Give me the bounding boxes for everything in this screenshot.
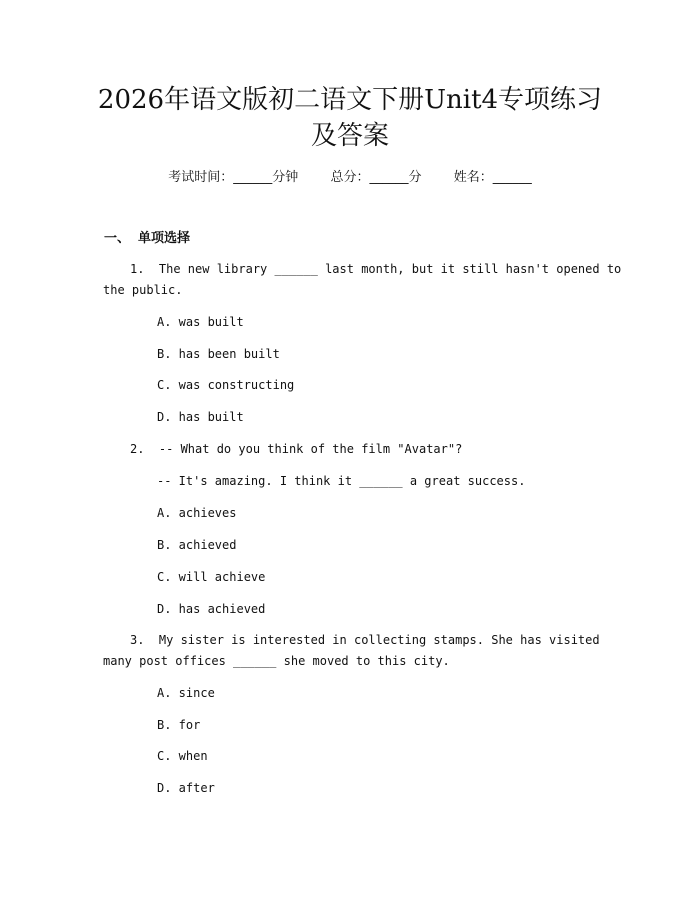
question-2-option-d: D. has achieved [157, 602, 266, 616]
question-2-text-line-1: 2. -- What do you think of the film "Avatar"? [130, 442, 463, 456]
question-1-option-a: A. was built [157, 315, 244, 329]
question-3-option-a: A. since [157, 686, 215, 700]
question-2-option-c: C. will achieve [157, 570, 266, 584]
section-number: 一、 [104, 231, 131, 246]
question-3-text-line-1: 3. My sister is interested in collecting stamps. She has visited [130, 633, 600, 647]
exam-info-row [0, 169, 700, 187]
total-score-field: 总分：______分 [330, 170, 422, 185]
question-2-option-b: B. achieved [157, 538, 237, 552]
question-3-option-d: D. after [157, 781, 215, 795]
question-3-option-c: C. when [157, 749, 208, 763]
section-title: 单项选择 [138, 231, 191, 246]
question-2-text-line-2: -- It's amazing. I think it ______ a great success. [157, 474, 526, 488]
question-3-text-line-2: many post offices ______ she moved to this city. [103, 654, 450, 668]
section-heading [104, 230, 190, 248]
question-1-option-c: C. was constructing [157, 378, 295, 392]
exam-time-field: 考试时间：______分钟 [168, 170, 299, 185]
question-1-text-line-1: 1. The new library ______ last month, but it still hasn't opened to [130, 262, 622, 276]
document-title-line-1: 2026年语文版初二语文下册Unit4专项练习 [97, 85, 603, 115]
document-title-line-2: 及答案 [310, 121, 389, 151]
question-1-text-line-2: the public. [103, 283, 183, 297]
student-name-field: 姓名：______ [453, 170, 532, 185]
question-1-option-b: B. has been built [157, 347, 280, 361]
question-1-option-d: D. has built [157, 410, 244, 424]
question-2-option-a: A. achieves [157, 506, 237, 520]
question-3-option-b: B. for [157, 718, 201, 732]
